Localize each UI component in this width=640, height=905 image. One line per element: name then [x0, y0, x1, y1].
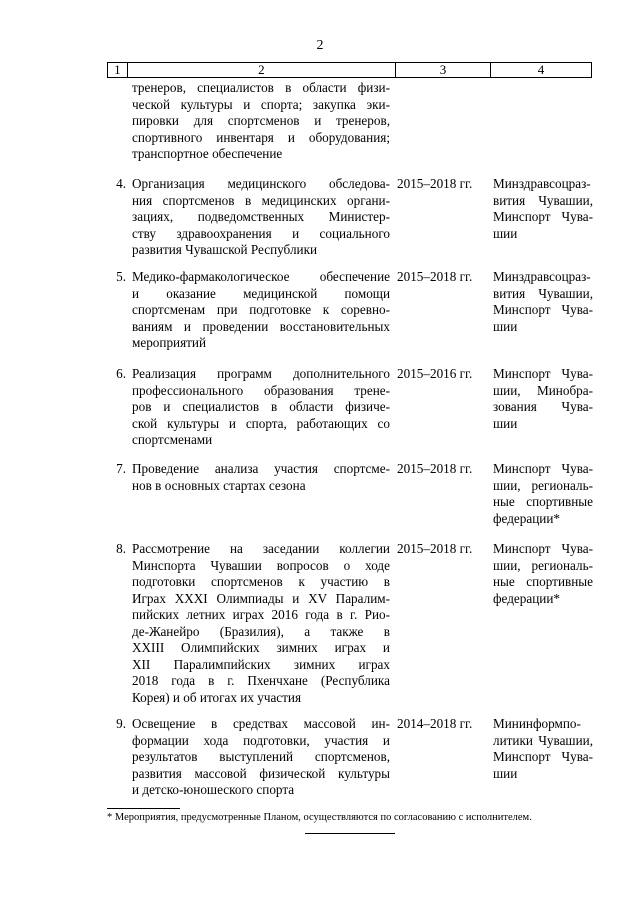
row-number: 9.: [116, 716, 126, 731]
description-line: подготовки спортсменов к участию в: [132, 574, 390, 589]
description-line: Корея) и об итогах их участия: [132, 689, 302, 705]
table-header: [107, 62, 592, 78]
description-line: мероприятий: [132, 335, 207, 350]
executor-line: шии, региональ-: [493, 477, 593, 493]
page-number: 2: [316, 38, 324, 53]
description-line: XXIII Олимпийских зимних играх и: [132, 640, 390, 655]
executor-line: Минспорт Чува-: [493, 749, 593, 764]
row-executor: [493, 366, 593, 432]
executor-line: шии: [493, 225, 518, 241]
description-line: ния спортсменов в медицинских органи-: [132, 192, 390, 208]
row-number: 6.: [116, 366, 126, 381]
row-description: [132, 176, 390, 259]
executor-line: шии, региональ-: [493, 557, 593, 573]
row-executor: [493, 541, 593, 607]
end-of-document-line: [305, 833, 395, 834]
description-line: развития массовой физической культуры: [132, 765, 390, 781]
executor-line: Минспорт Чува-: [493, 366, 593, 381]
executor-line: шии: [493, 765, 518, 781]
row-years: 2015–2018 гг.: [397, 541, 473, 556]
description-line: Рассмотрение на заседании коллегии: [132, 541, 390, 556]
description-line: спортсменами: [132, 432, 213, 447]
row-description: [132, 541, 390, 706]
executor-line: Минздравсоцраз-: [493, 176, 591, 191]
description-line: профессионального образования трене-: [132, 382, 390, 398]
description-line: и детско-юношеского спорта: [132, 782, 295, 797]
description-line: результатов выступлений спортсменов,: [132, 749, 390, 764]
executor-line: федерации*: [493, 590, 560, 606]
description-line: ской культуры и спорта, работающих со: [132, 415, 390, 431]
footnote-separator: [107, 808, 180, 809]
description-line: и оказание медицинской помощи: [132, 285, 390, 301]
header-col-2: 2: [127, 63, 395, 78]
description-line: ческой культуры и спорта; закупка эки-: [132, 96, 390, 112]
row-description: [132, 366, 390, 449]
row-executor: [493, 461, 593, 527]
description-line: пийских летних играх 2016 года в г. Рио-: [132, 607, 390, 622]
description-line: де-Жанейро (Бразилия), а также в: [132, 623, 390, 639]
description-line: зациях, подведомственных Министер-: [132, 209, 390, 224]
executor-line: Минздравсоцраз-: [493, 269, 591, 284]
description-line: XII Паралимпийских зимних играх: [132, 656, 390, 672]
row-executor: [493, 176, 593, 242]
header-col-4: 4: [491, 63, 592, 78]
executor-line: Мининформпо-: [493, 716, 581, 731]
row-number: 4.: [116, 176, 126, 191]
description-line: тренеров, специалистов в области физи-: [132, 80, 390, 95]
executor-line: ные спортивные: [493, 574, 593, 589]
description-line: Минспорта Чувашии вопросов о ходе: [132, 557, 390, 573]
executor-line: ные спортивные: [493, 494, 593, 509]
row-number: 7.: [116, 461, 126, 476]
header-col-1: 1: [108, 63, 128, 78]
executor-line: Минспорт Чува-: [493, 541, 593, 556]
row-years: 2015–2016 гг.: [397, 366, 473, 381]
description-line: формации хода подготовки, участия и: [132, 732, 390, 748]
description-line: ров и специалистов в области физиче-: [132, 399, 390, 414]
description-line: нов в основных стартах сезона: [132, 477, 306, 493]
continuation-description: [132, 80, 390, 163]
row-years: 2015–2018 гг.: [397, 269, 473, 284]
executor-line: Минспорт Чува-: [493, 461, 593, 476]
description-line: ваниям и проведении восстановительных: [132, 318, 390, 334]
description-line: транспортное обеспечение: [132, 146, 283, 161]
executor-line: шии: [493, 318, 518, 334]
row-description: [132, 461, 390, 494]
executor-line: зования Чува-: [493, 399, 593, 414]
description-line: Освещение в средствах массовой ин-: [132, 716, 390, 731]
executor-line: вития Чувашии,: [493, 192, 593, 208]
row-years: 2015–2018 гг.: [397, 176, 473, 191]
description-line: 2018 года в г. Пхенчхане (Республика: [132, 673, 390, 688]
description-line: Реализация программ дополнительного: [132, 366, 390, 381]
row-years: 2014–2018 гг.: [397, 716, 473, 731]
row-number: 8.: [116, 541, 126, 556]
row-executor: [493, 716, 593, 782]
footnote: * Мероприятия, предусмотренные Планом, осуществляются по согласованию с исполнителем.: [107, 812, 532, 823]
description-line: Организация медицинского обследова-: [132, 176, 390, 191]
row-number: 5.: [116, 269, 126, 284]
description-line: развития Чувашской Республики: [132, 242, 318, 257]
executor-line: литики Чувашии,: [493, 732, 593, 748]
description-line: пировки для спортсменов и тренеров,: [132, 113, 390, 128]
row-description: [132, 716, 390, 799]
description-line: Проведение анализа участия спортсме-: [132, 461, 390, 476]
executor-line: шии: [493, 415, 518, 431]
row-years: 2015–2018 гг.: [397, 461, 473, 476]
description-line: спортивного инвентаря и оборудования;: [132, 129, 390, 145]
executor-line: Минспорт Чува-: [493, 209, 593, 224]
executor-line: федерации*: [493, 510, 560, 526]
header-col-3: 3: [395, 63, 490, 78]
row-executor: [493, 269, 593, 335]
row-description: [132, 269, 390, 352]
description-line: Медико-фармакологическое обеспечение: [132, 269, 390, 284]
executor-line: вития Чувашии,: [493, 285, 593, 301]
description-line: Играх XXXI Олимпиады и XV Паралим-: [132, 590, 390, 606]
description-line: спортсменам при подготовке к соревно-: [132, 302, 390, 317]
executor-line: Минспорт Чува-: [493, 302, 593, 317]
description-line: ству здравоохранения и социального: [132, 225, 390, 241]
executor-line: шии, Минобра-: [493, 382, 593, 398]
